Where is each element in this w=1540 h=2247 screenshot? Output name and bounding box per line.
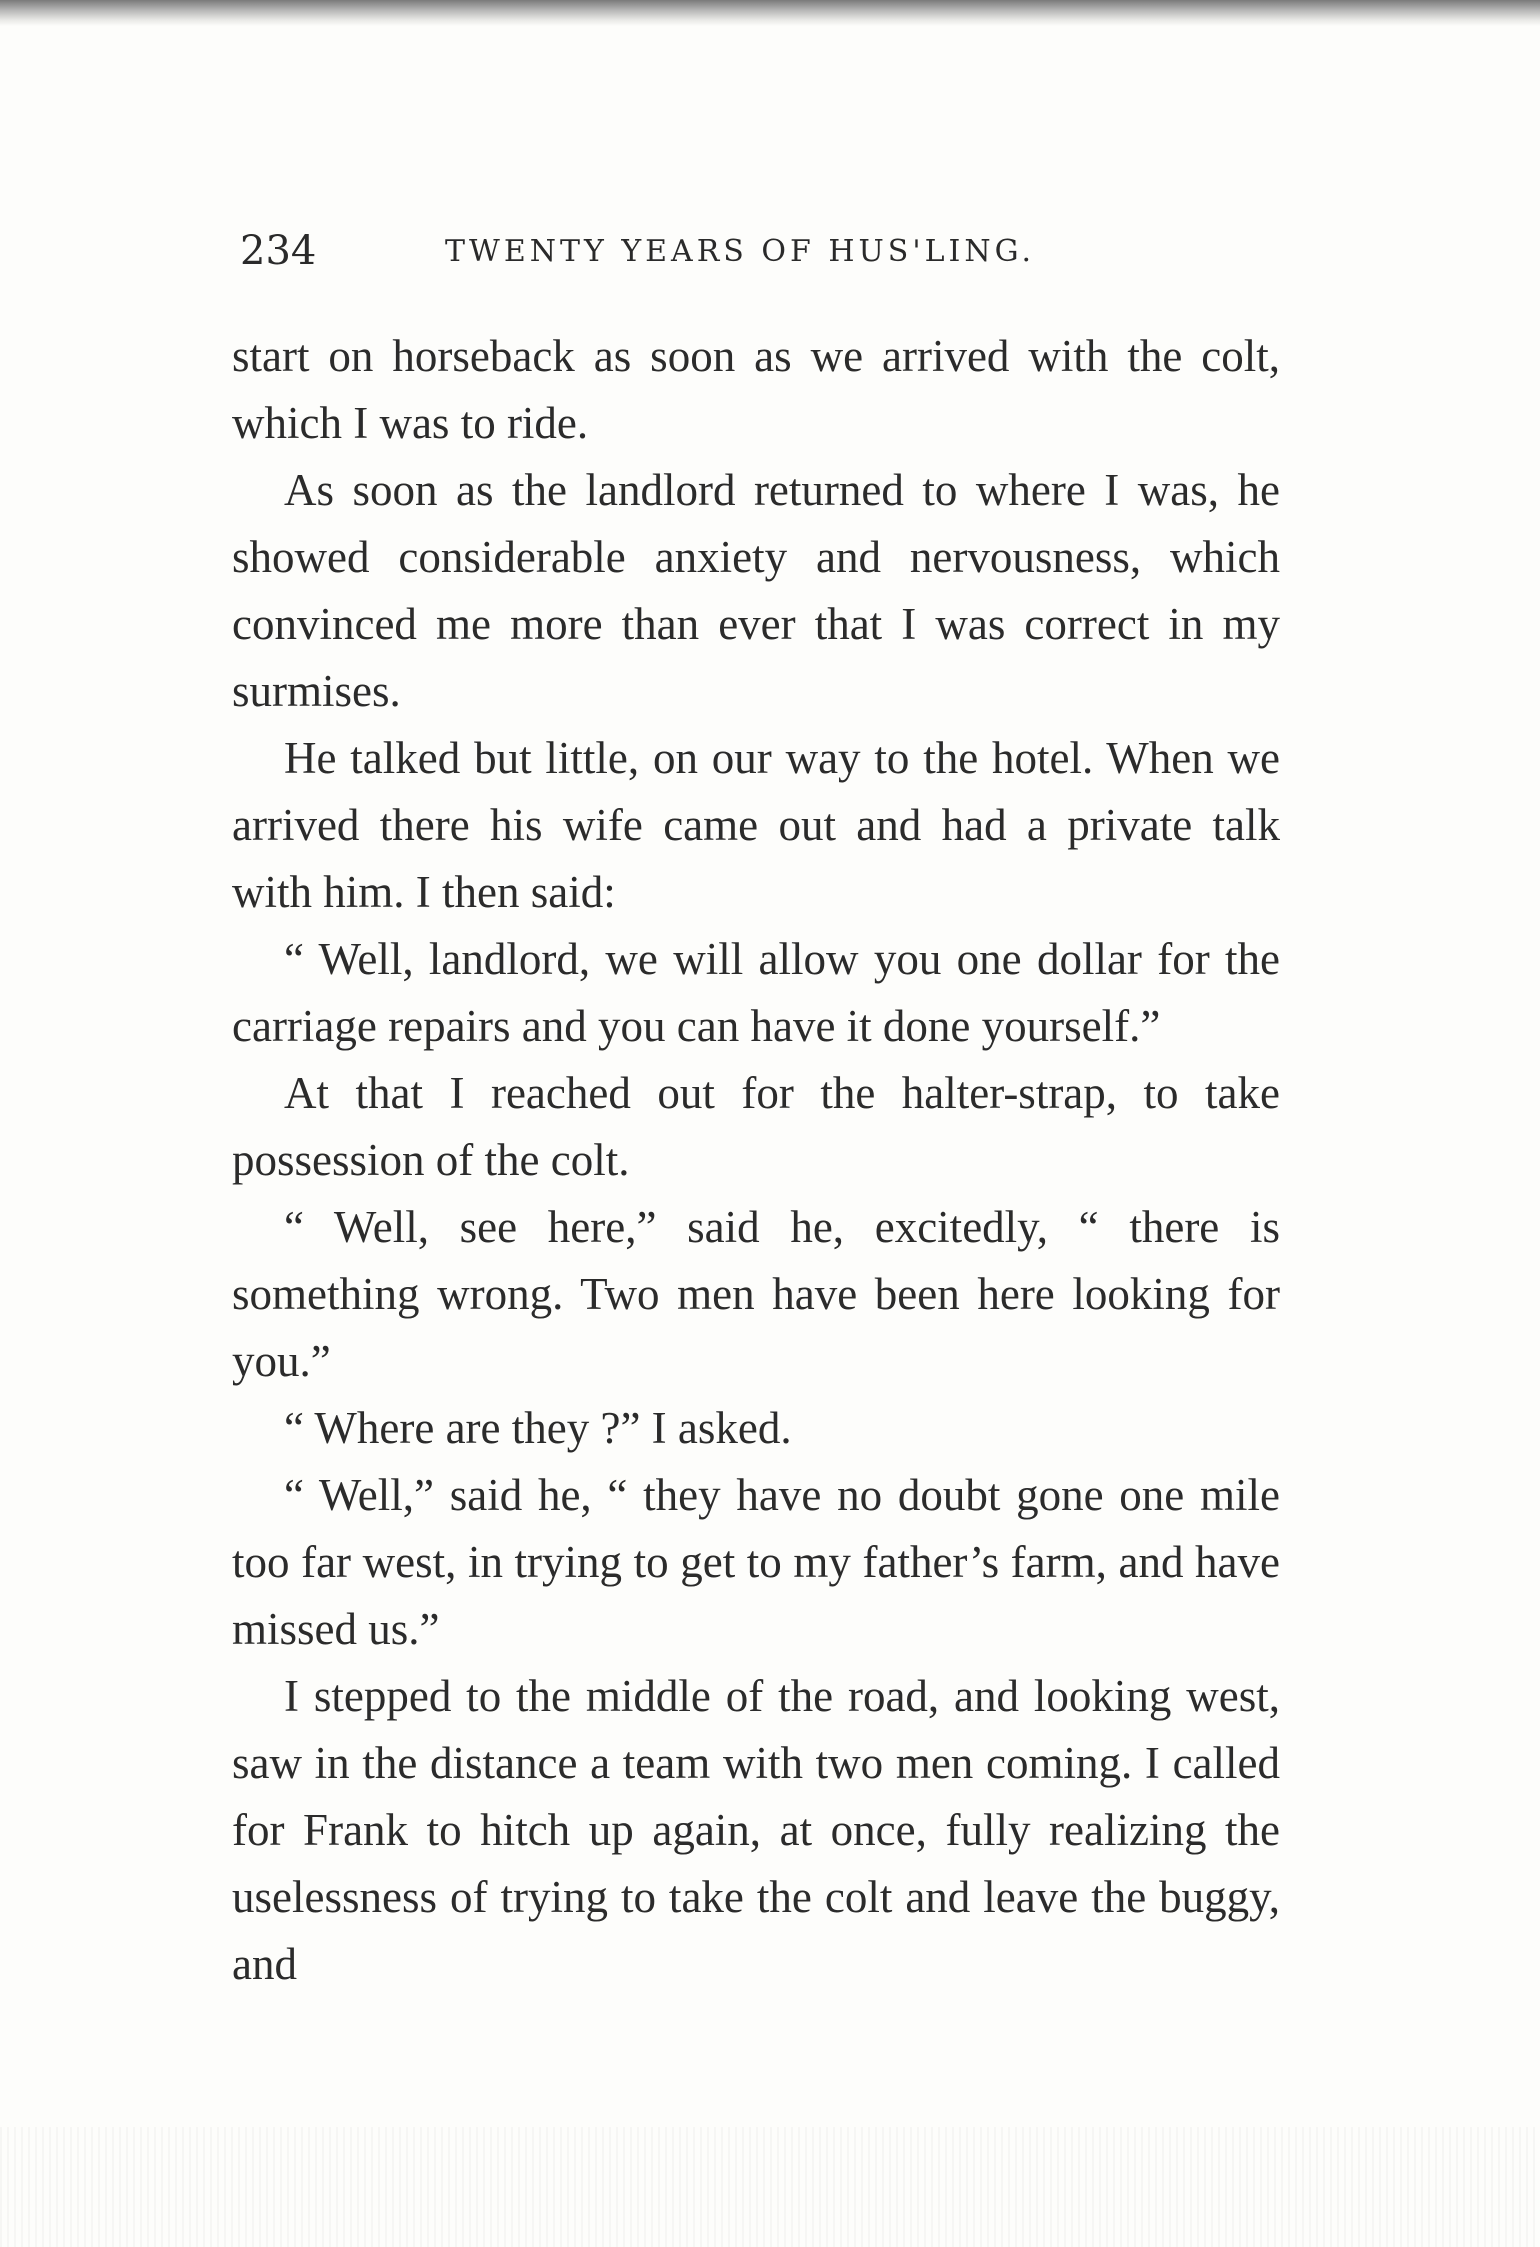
paragraph: “ Where are they ?” I asked. <box>284 1403 792 1453</box>
paragraph: “ Well,” said he, “ they have no doubt gone one mile too far west, in trying to get to my father’s farm, and have missed us.” <box>232 1470 1280 1654</box>
paragraph: start on horseback as soon as we arrived with the colt, which I was to ride. <box>232 331 1280 448</box>
scan-paper-grain <box>0 2127 1540 2247</box>
paragraph: As soon as the landlord returned to where I was, he showed considerable anxiety and nervousness, which convinced me more than ever that I was correct in my surmises. <box>232 465 1280 716</box>
paragraph: “ Well, landlord, we will allow you one dollar for the carriage repairs and you can have it done yourself.” <box>232 934 1280 1051</box>
scan-top-edge <box>0 0 1540 26</box>
paragraph: He talked but little, on our way to the hotel. When we arrived there his wife came out and had a private talk with him. I then said: <box>232 733 1280 917</box>
page-header <box>240 228 1300 288</box>
paragraph: “ Well, see here,” said he, excitedly, “ there is something wrong. Two men have been here looking for you.” <box>232 1202 1280 1386</box>
running-head: TWENTY YEARS OF HUS'LING. <box>445 234 1036 269</box>
paragraph: At that I reached out for the halter-strap, to take possession of the colt. <box>232 1068 1280 1185</box>
page-number: 234 <box>240 228 317 274</box>
body-text <box>232 323 1280 1998</box>
paragraph: I stepped to the middle of the road, and looking west, saw in the distance a team with two men coming. I called for Frank to hitch up again, at once, fully realizing the uselessness of trying to take the colt and leave the buggy, and <box>232 1671 1280 1989</box>
